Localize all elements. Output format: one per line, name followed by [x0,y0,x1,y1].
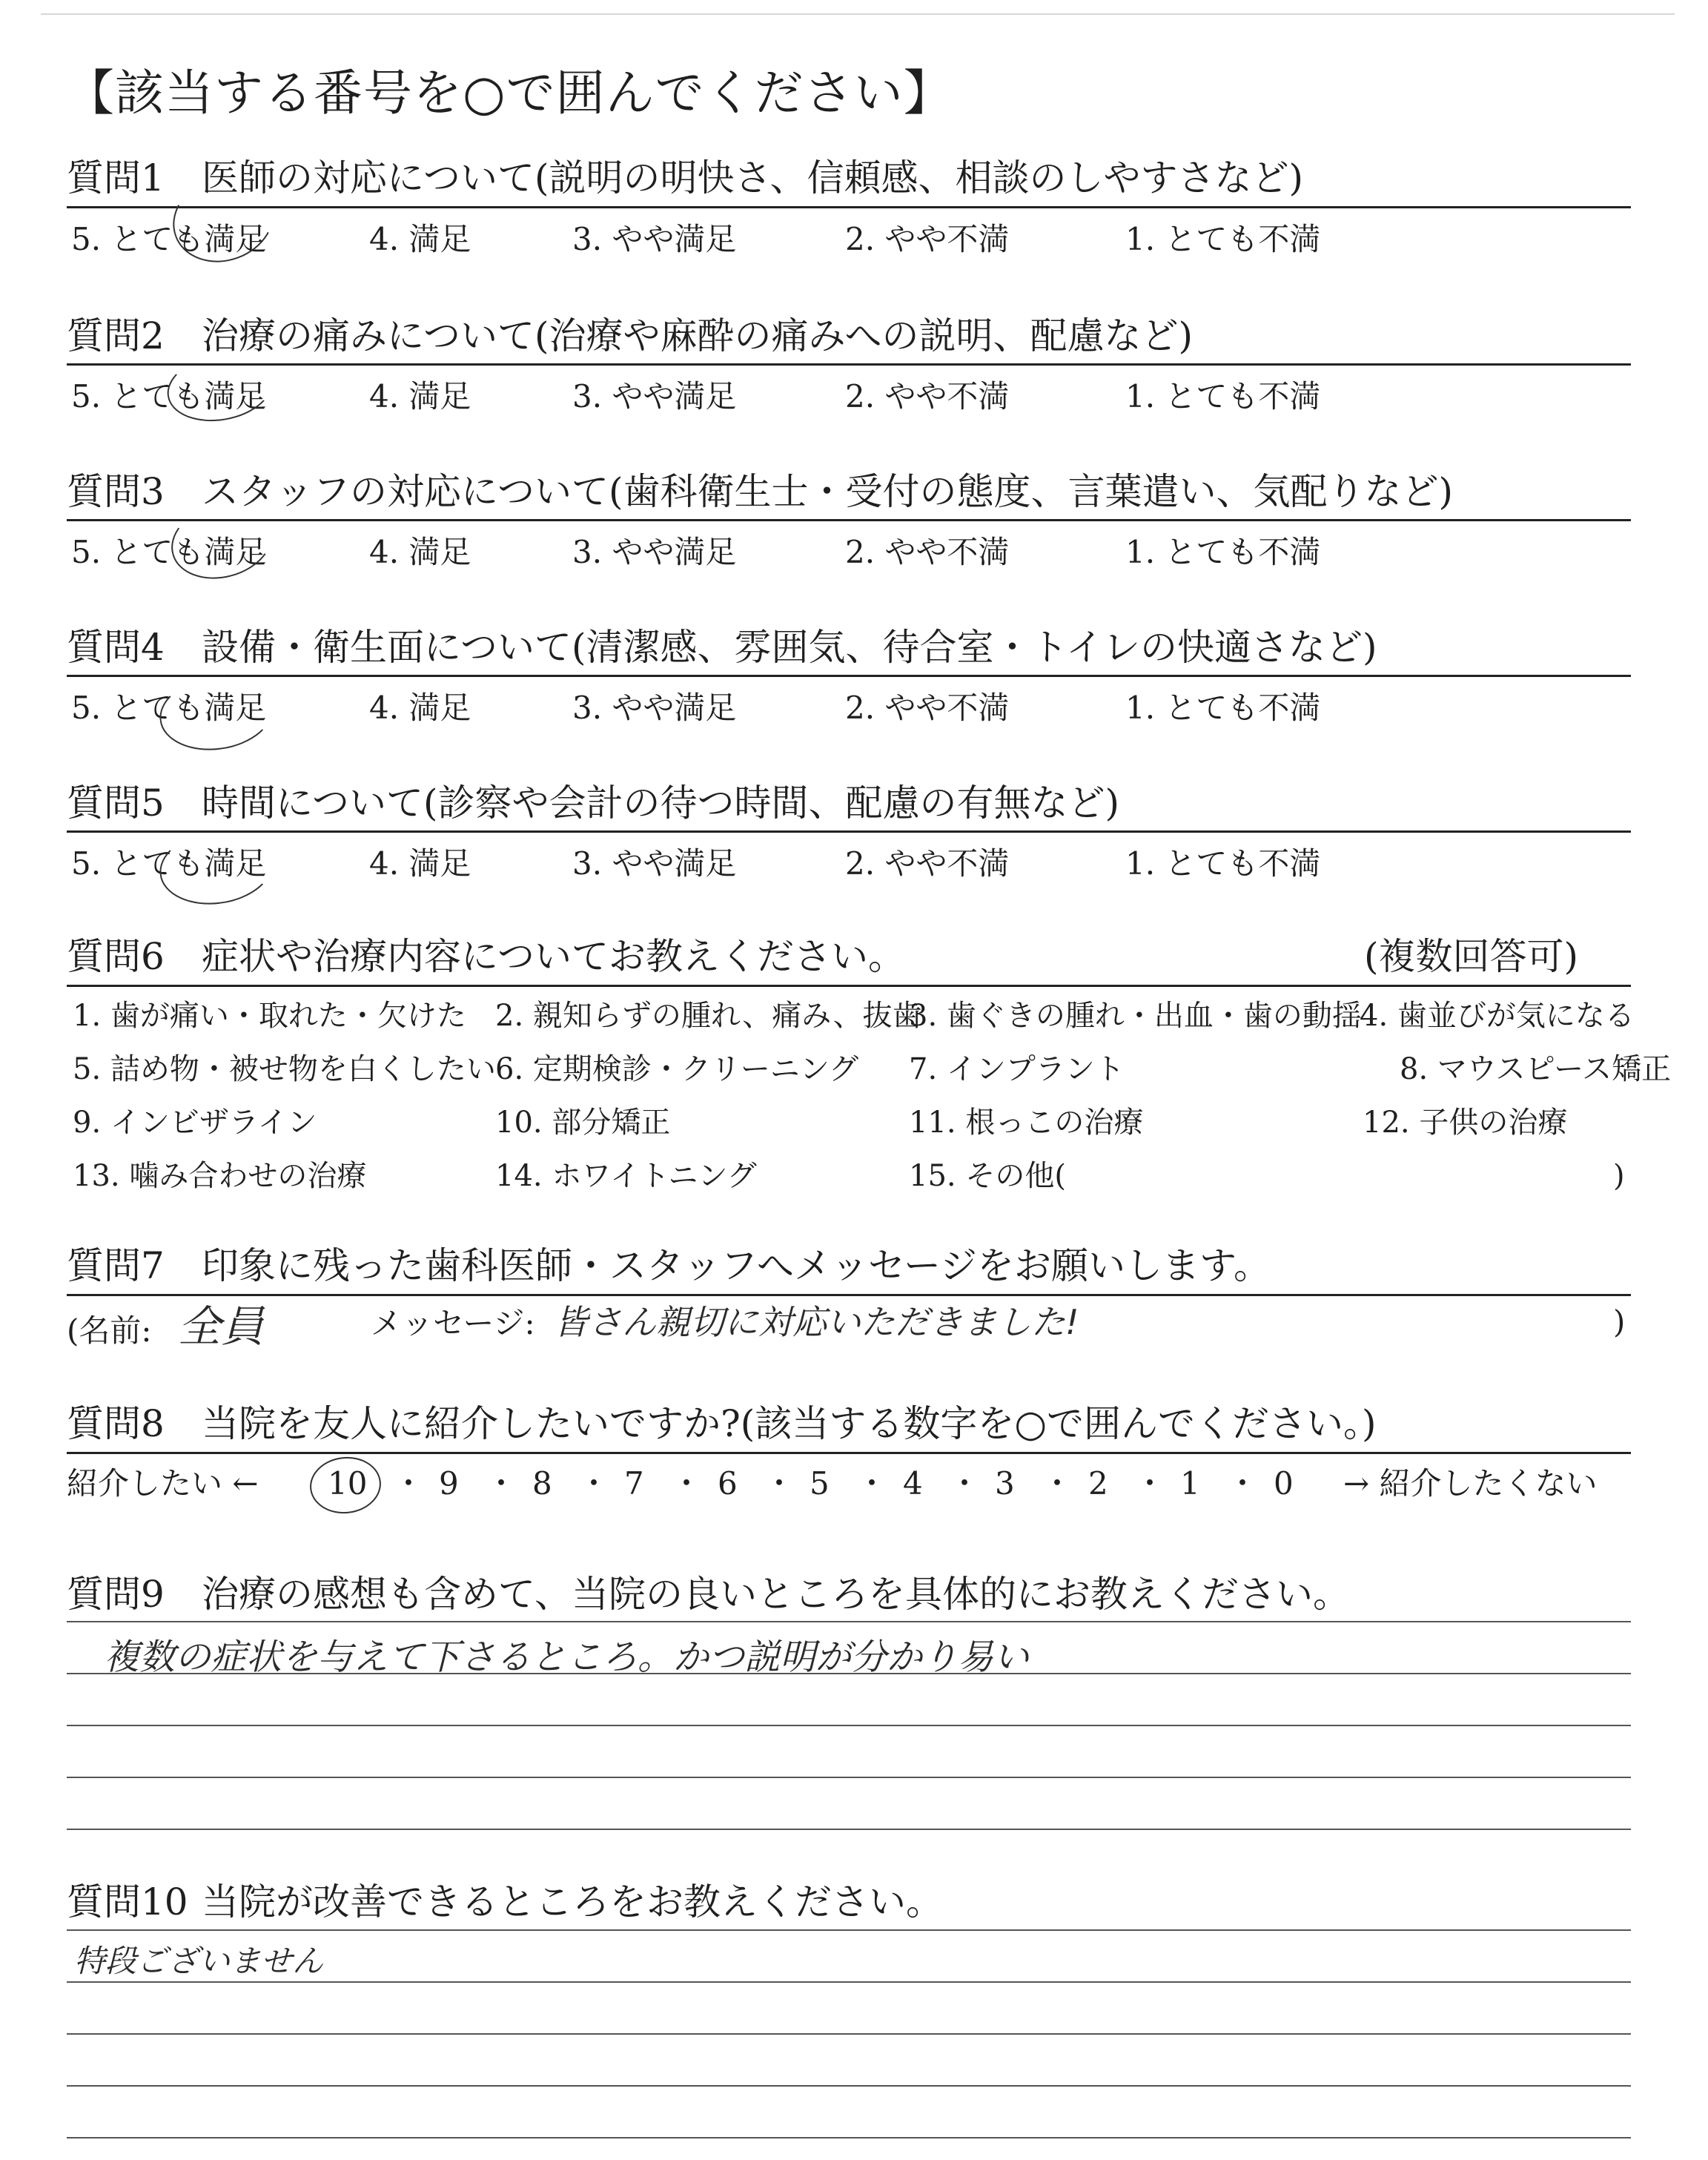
option-8[interactable]: 8. マウスピース矯正 [1400,1052,1672,1086]
answer-line [67,2033,1631,2035]
answer-line [67,1621,1631,1622]
option-4[interactable]: 4. 歯並びが気になる [1360,999,1635,1033]
question-number: 質問6 [67,935,165,978]
option-2[interactable]: 2. やや不満 [845,845,1010,882]
answer-line [67,1673,1631,1674]
option-3[interactable]: 3. やや満足 [572,378,737,415]
option-1[interactable]: 1. とても不満 [1125,221,1321,257]
question-9 [67,1573,1350,1616]
name-value: 全員 [177,1301,264,1352]
other-close-paren: ) [1613,1159,1625,1193]
question-2 [67,314,1194,357]
question-number: 質問3 [67,470,165,513]
answer-line [67,1777,1631,1778]
scale-8[interactable]: 8 [532,1465,552,1502]
divider [67,1294,1631,1296]
question-number: 質問7 [67,1244,165,1287]
scale-7[interactable]: 7 [624,1465,644,1502]
option-4[interactable]: 4. 満足 [369,534,471,570]
top-border [41,13,1675,15]
question-6 [67,935,1631,978]
option-2[interactable]: 2. やや不満 [845,690,1010,726]
question-number: 質問9 [67,1573,165,1616]
question-10 [67,1880,943,1923]
option-10[interactable]: 10. 部分矯正 [495,1106,671,1140]
divider [67,363,1631,366]
question-text: 当院が改善できるところをお教えください。 [202,1880,943,1923]
divider [67,830,1631,833]
option-11[interactable]: 11. 根っこの治療 [909,1106,1144,1140]
question-number: 質問5 [67,782,165,825]
name-field[interactable] [67,1301,264,1352]
option-7[interactable]: 7. インプラント [909,1052,1125,1086]
scale-0[interactable]: 0 [1274,1465,1294,1502]
option-5[interactable]: 5. とても満足 [71,690,267,726]
q4-options [71,690,1628,730]
answer-line [67,1725,1631,1726]
option-3[interactable]: 3. やや満足 [572,534,737,570]
option-1[interactable]: 1. 歯が痛い・取れた・欠けた [73,999,466,1033]
option-3[interactable]: 3. やや満足 [572,845,737,882]
option-3[interactable]: 3. やや満足 [572,221,737,257]
scale-10[interactable]: 10 [328,1465,368,1502]
scale-1[interactable]: 1 [1180,1465,1200,1502]
divider [67,519,1631,521]
scale-dot: ・ [671,1465,703,1502]
q5-options [71,845,1628,885]
divider [67,675,1631,677]
question-text: 医師の対応について(説明の明快さ、信頼感、相談のしやすさなど) [202,156,1304,199]
q3-options [71,534,1628,574]
option-3[interactable]: 3. やや満足 [572,690,737,726]
option-4[interactable]: 4. 満足 [369,221,471,257]
scale-dot: ・ [764,1465,795,1502]
option-2[interactable]: 2. やや不満 [845,534,1010,570]
question-text: 治療の感想も含めて、当院の良いところを具体的にお教えください。 [202,1573,1350,1616]
question-7 [67,1244,1271,1287]
answer-line [67,1829,1631,1830]
answer-line [67,2137,1631,2138]
question-text: 印象に残った歯科医師・スタッフへメッセージをお願いします。 [202,1244,1271,1287]
option-4[interactable]: 4. 満足 [369,378,471,415]
option-5[interactable]: 5. 詰め物・被せ物を白くしたい [73,1052,496,1086]
scale-dot: ・ [578,1465,610,1502]
scale-dot: ・ [393,1465,425,1502]
option-15[interactable]: 15. その他( [909,1159,1066,1193]
question-8 [67,1402,1377,1445]
selection-circle [155,669,278,757]
option-6[interactable]: 6. 定期検診・クリーニング [495,1052,859,1086]
question-number: 質問10 [67,1880,188,1923]
question-text: 当院を友人に紹介したいですか?(該当する数字を○で囲んでください。) [202,1402,1377,1445]
option-5[interactable]: 5. とても満足 [71,221,267,257]
message-field[interactable] [371,1302,1079,1342]
scale-right-label: → 紹介したくない [1343,1465,1598,1502]
option-14[interactable]: 14. ホワイトニング [495,1159,757,1193]
scale-left-label: 紹介したい ← [67,1465,259,1502]
divider [67,1452,1631,1454]
option-2[interactable]: 2. 親知らずの腫れ、痛み、抜歯 [495,999,922,1033]
question-text: 時間について(診察や会計の待つ時間、配慮の有無など) [202,782,1120,825]
question-number: 質問8 [67,1402,165,1445]
scale-dot: ・ [949,1465,981,1502]
question-text: 症状や治療内容についてお教えください。 [202,935,905,978]
option-1[interactable]: 1. とても不満 [1125,690,1321,726]
q10-answer: 特段ございません [74,1943,324,1979]
question-number: 質問4 [67,626,165,669]
option-2[interactable]: 2. やや不満 [845,221,1010,257]
question-5 [67,782,1120,825]
question-number: 質問1 [67,156,165,199]
form-title: 【該当する番号を○で囲んでください】 [65,65,953,122]
option-5[interactable]: 5. とても満足 [71,378,267,415]
option-1[interactable]: 1. とても不満 [1125,845,1321,882]
scale-5[interactable]: 5 [810,1465,830,1502]
scale-dot: ・ [1227,1465,1259,1502]
scale-dot: ・ [486,1465,517,1502]
divider [67,206,1631,208]
scale-6[interactable]: 6 [718,1465,738,1502]
q1-options [71,221,1628,261]
question-text: 治療の痛みについて(治療や麻酔の痛みへの説明、配慮など) [202,314,1194,357]
question-3 [67,470,1454,513]
answer-line [67,2085,1631,2087]
answer-line [67,1929,1631,1931]
message-value: 皆さん親切に対応いただきました! [554,1302,1079,1342]
message-close-paren: ) [1613,1304,1626,1340]
question-text: スタッフの対応について(歯科衛生士・受付の態度、言葉遣い、気配りなど) [202,470,1454,513]
selection-circle [155,823,278,911]
divider [67,985,1631,987]
option-4[interactable]: 4. 満足 [369,845,471,882]
option-4[interactable]: 4. 満足 [369,690,471,726]
option-1[interactable]: 1. とても不満 [1125,378,1321,415]
multiple-answer-note: (複数回答可) [1364,935,1579,978]
scale-2[interactable]: 2 [1088,1465,1108,1502]
question-text: 設備・衛生面について(清潔感、雰囲気、待合室・トイレの快適さなど) [202,626,1377,669]
question-4 [67,626,1377,669]
recommend-scale [67,1465,1631,1513]
scale-dot: ・ [1042,1465,1073,1502]
question-number: 質問2 [67,314,165,357]
option-13[interactable]: 13. 噛み合わせの治療 [73,1159,367,1193]
q2-options [71,378,1628,418]
option-3[interactable]: 3. 歯ぐきの腫れ・出血・歯の動揺 [909,999,1362,1033]
scale-4[interactable]: 4 [903,1465,923,1502]
option-12[interactable]: 12. 子供の治療 [1363,1106,1568,1140]
answer-line [67,1981,1631,1983]
scale-dot: ・ [1134,1465,1166,1502]
message-label: メッセージ: [371,1305,535,1341]
option-1[interactable]: 1. とても不満 [1125,534,1321,570]
name-label: (名前: [67,1312,152,1349]
option-5[interactable]: 5. とても満足 [71,845,267,882]
q9-answer: 複数の症状を与えて下さるところ。かつ説明が分かり易い [104,1636,1030,1678]
option-9[interactable]: 9. インビザライン [73,1106,317,1140]
scale-3[interactable]: 3 [995,1465,1015,1502]
option-5[interactable]: 5. とても満足 [71,534,267,570]
scale-9[interactable]: 9 [439,1465,459,1502]
scale-dot: ・ [856,1465,888,1502]
option-2[interactable]: 2. やや不満 [845,378,1010,415]
